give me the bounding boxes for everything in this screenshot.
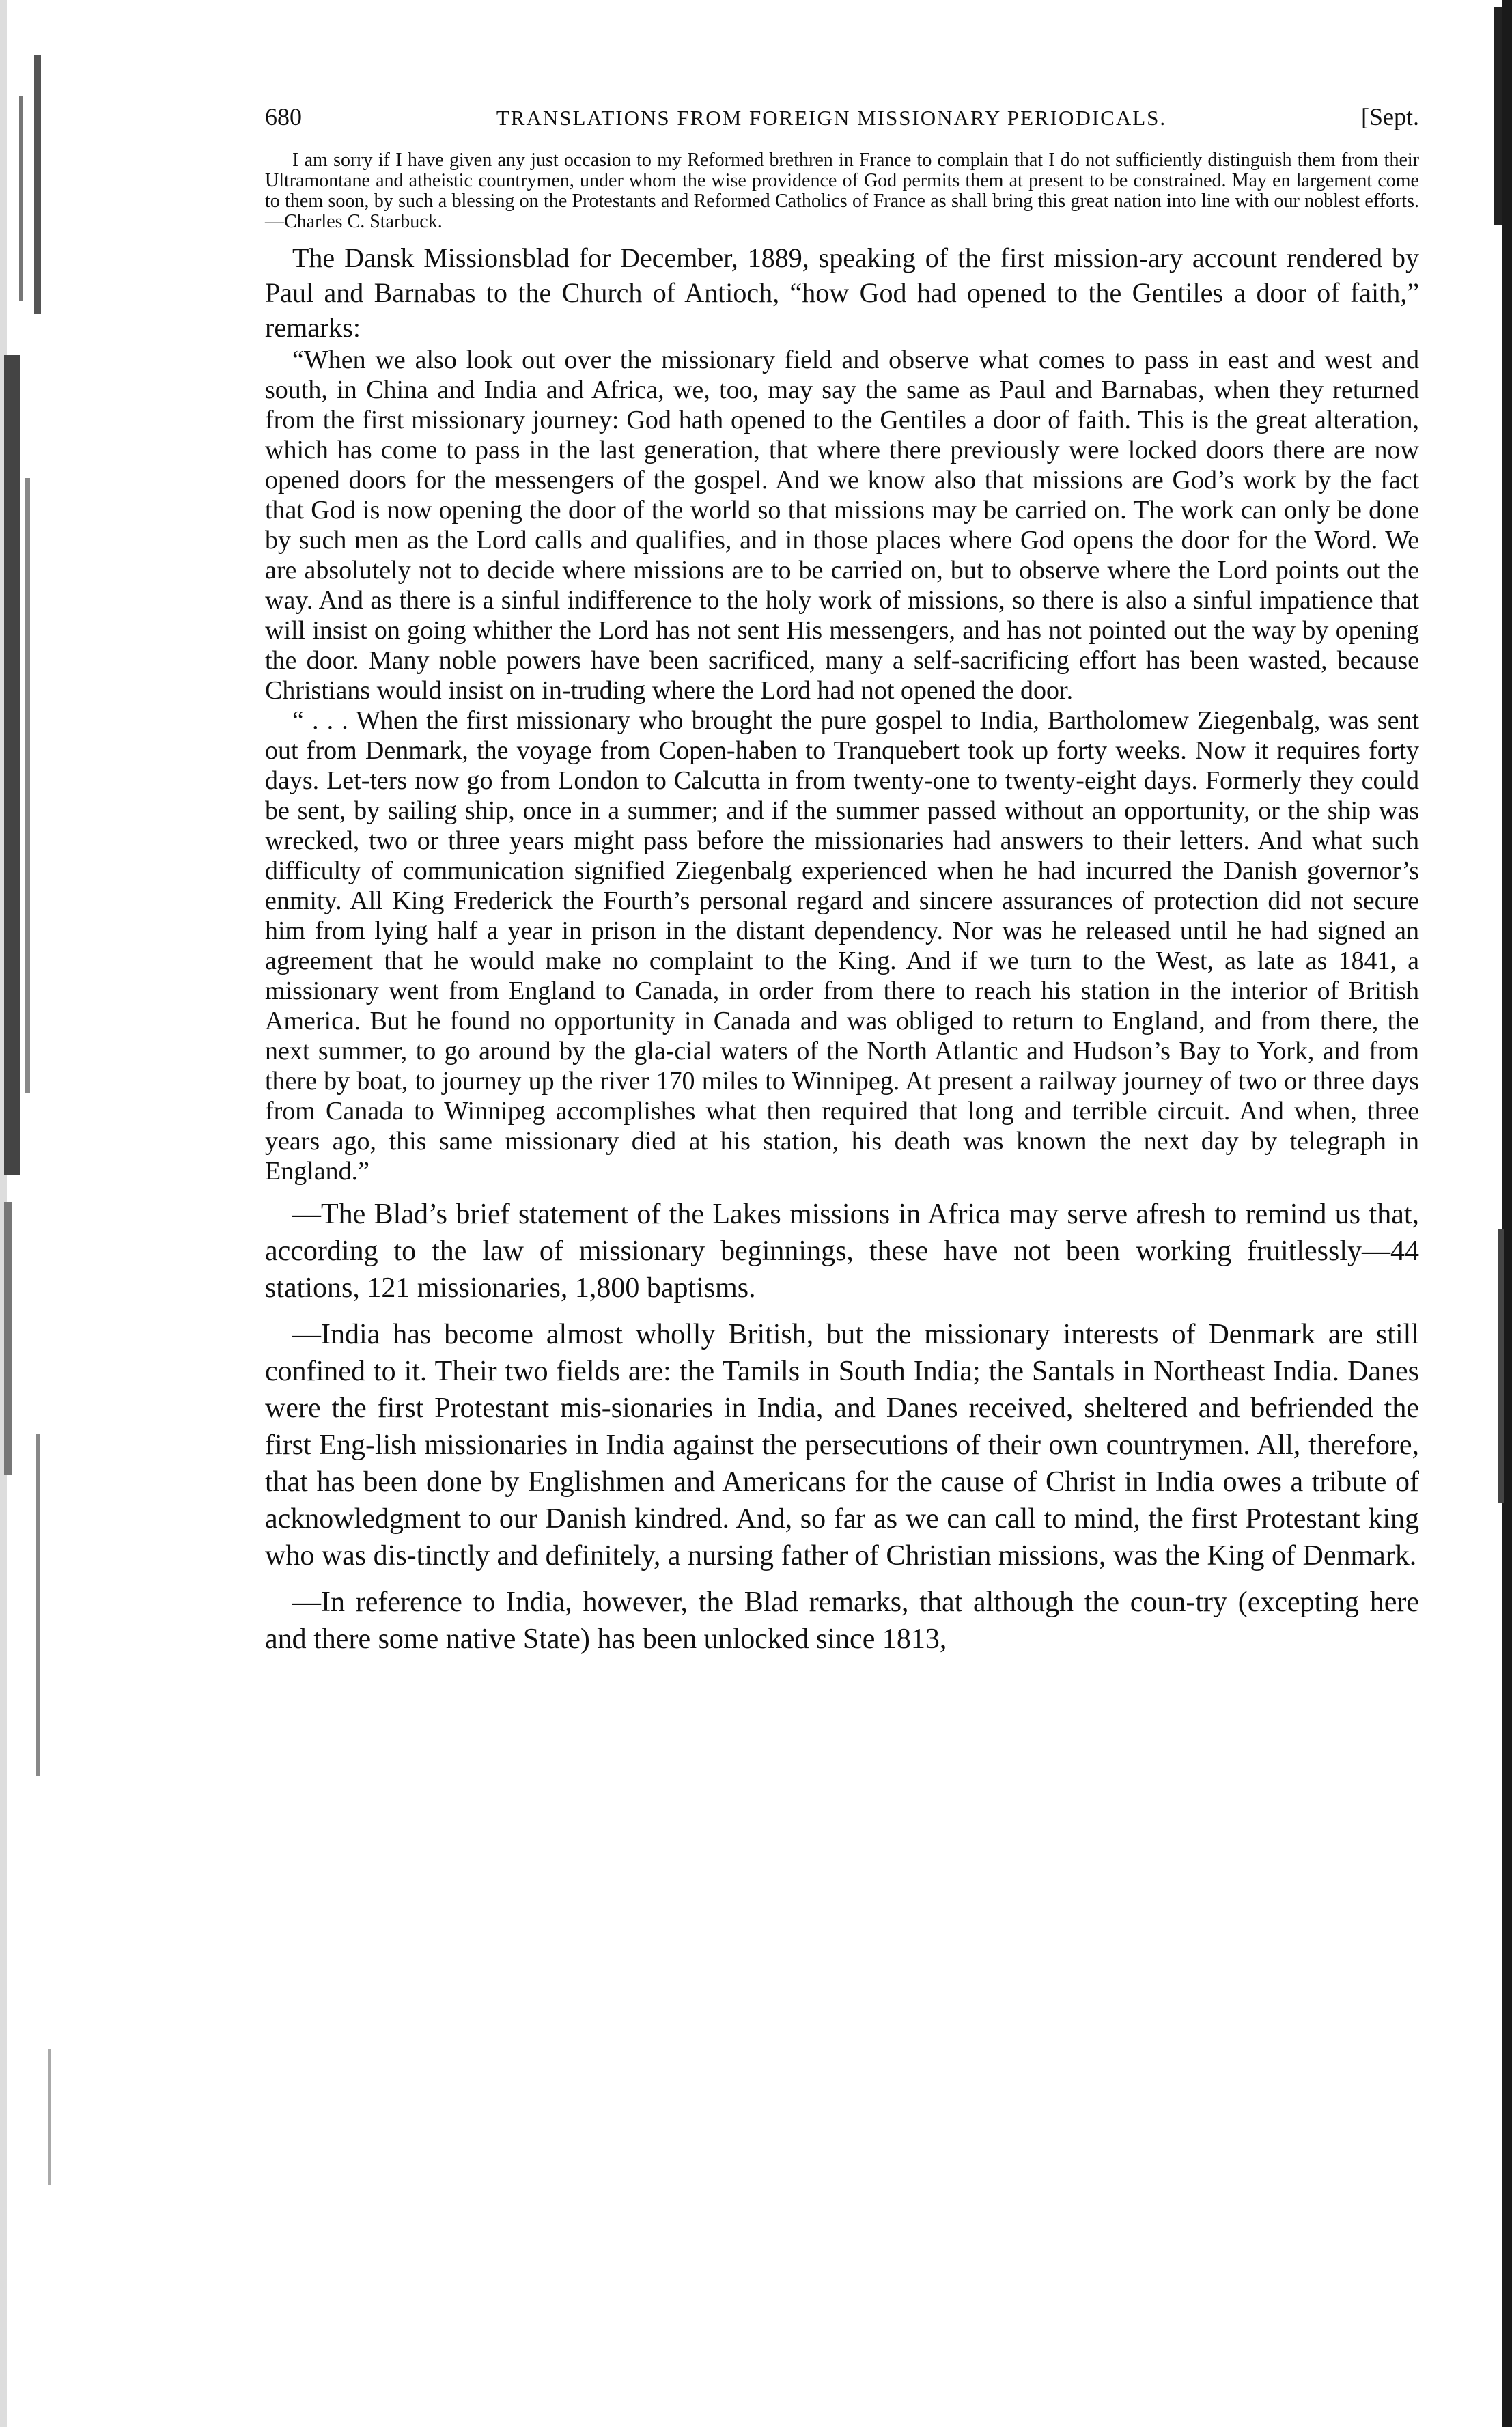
scan-edge-right [1492,0,1512,2427]
paragraph-india-unlocked: —In reference to India, however, the Blad remarks, that although the coun-try (excepting here and there some native State) has been unlocked since 1813, [265,1587,1419,1655]
scan-edge-left-marks [0,0,82,2427]
running-title: TRANSLATIONS FROM FOREIGN MISSIONARY PERIODICALS. [496,106,1167,130]
page-number: 680 [265,103,302,130]
running-head [265,102,1419,150]
scan-edge-right-marks [1492,0,1512,2427]
date-label: [Sept. [1360,103,1419,130]
page-content [265,102,1419,1658]
paragraph-quote-missionary-field: “When we also look out over the missionary field and observe what comes to pass in east and west and south, in China and India and Africa, we, too, may say the same as Paul and Barnabas, when they returned from the first missionary journey: God hath opened to the Gentiles a door of faith. This is the great alteration, which has come to pass in the last generation, that where there previously were locked doors there are now opened doors for the messengers of the gospel. And we know also that missions are God’s work by the fact that God is now opening the door of the world so that missions may be carried on. The work can only be done by such men as the Lord calls and qualifies, and in those places where God opens the door for the Word. We are absolutely not to decide where missions are to be carried on, but to observe where the Lord points out the way. And as there is a sinful indifference to the holy work of missions, so there is also a sinful impatience that will insist on going whither the Lord has not sent His messengers, and has not pointed out the way by opening the door. Many noble powers have been sacrificed, many a self-sacrificing effort has been wasted, because Christians would insist on in-truding where the Lord had not opened the door. [265,346,1419,705]
paragraph-starbuck-note: I am sorry if I have given any just occasion to my Reformed brethren in France to complain that I do not sufficiently distinguish them from their Ultramontane and atheistic countrymen, under whom the wise providence of God permits them at present to be constrained. May en largement come to them soon, by such a blessing on the Protestants and Reformed Catholics of France as shall bring this great nation into line with our noblest efforts.—Charles C. Starbuck. [265,150,1419,232]
scan-edge-left [0,0,82,2427]
paragraph-india-denmark: —India has become almost wholly British, but the missionary interests of Denmark are still confined to it. Their two fields are: the Tamils in South India; the Santals in Northeast India. Danes were the first Protestant mis-sionaries in India, and Danes received, sheltered and befriended the first Eng-lish missionaries in India against the persecutions of their own countrymen. All, therefore, that has been done by Englishmen and Americans for the cause of Christ in India owes a tribute of acknowledgment to our Danish kindred. And, so far as we can call to mind, the first Protestant king who was dis-tinctly and definitely, a nursing father of Christian missions, was the King of Denmark. [265,1319,1419,1572]
paragraph-dansk-intro: The Dansk Missionsblad for December, 1889, speaking of the first mission-ary account rendered by Paul and Barnabas to the Church of Antioch, “how God had opened to the Gentiles a door of faith,” remarks: [265,242,1419,343]
paragraph-lakes-missions: —The Blad’s brief statement of the Lakes missions in Africa may serve afresh to remind us that, according to the law of missionary beginnings, these have not been working fruitlessly—44 stations, 121 missionaries, 1,800 baptisms. [265,1199,1419,1304]
paragraph-quote-ziegenbalg: “ . . . When the first missionary who brought the pure gospel to India, Bartholomew Ziegenbalg, was sent out from Denmark, the voyage from Copen-haben to Tranquebert took up forty weeks. Now it requires forty days. Let-ters now go from London to Calcutta in from twenty-one to twenty-eight days. Formerly they could be sent, by sailing ship, once in a summer; and if the summer passed without an opportunity, or the ship was wrecked, two or three years might pass before the missionaries had answers to their letters. And what such difficulty of communication signified Ziegenbalg experienced when he had incurred the Danish governor’s enmity. All King Frederick the Fourth’s personal regard and sincere assurances of protection did not secure him from lying half a year in prison in the distant dependency. Nor was he released until he had signed an agreement that he would make no complaint to the King. And if we turn to the West, as late as 1841, a missionary went from England to Canada, in order from there to reach his station in the interior of British America. But he found no opportunity in Canada and was obliged to return to England, and from there, the next summer, to go around by the gla-cial waters of the North Atlantic and Hudson’s Bay to York, and from there by boat, to journey up the river 170 miles to Winnipeg. At present a railway journey of two or three days from Canada to Winnipeg accomplishes what then required that long and terrible circuit. And when, three years ago, this same missionary died at his station, his death was known the next day by telegraph in England.” [265,706,1419,1186]
